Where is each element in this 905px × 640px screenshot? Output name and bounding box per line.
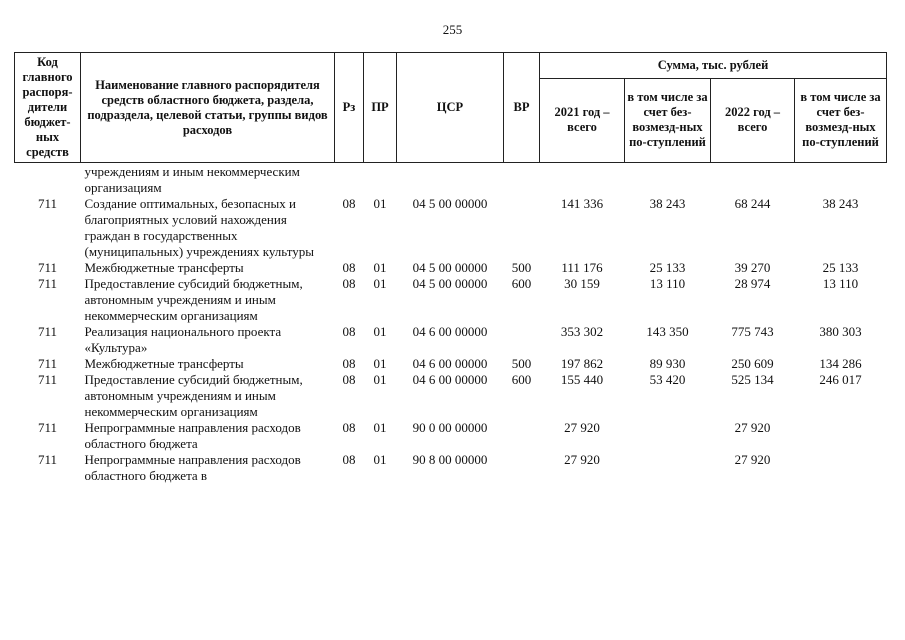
row-pr: 01 bbox=[373, 420, 387, 435]
row-name: Непрограммные направления расходов областного бюджета в bbox=[84, 452, 301, 483]
row-code: 711 bbox=[37, 260, 58, 275]
header-2021-free: в том числе за счет без-возмезд-ных по-ступлений bbox=[625, 78, 711, 162]
row-csr: 04 6 00 00000 bbox=[412, 372, 488, 387]
row-2021-free bbox=[625, 420, 711, 452]
row-2022-total: 27 920 bbox=[734, 452, 771, 467]
row-rz bbox=[335, 163, 364, 197]
row-vr bbox=[504, 196, 540, 260]
row-pr: 01 bbox=[373, 452, 387, 467]
row-vr: 600 bbox=[511, 372, 532, 387]
table-row bbox=[15, 372, 887, 420]
table-row bbox=[15, 324, 887, 356]
row-code: 711 bbox=[37, 420, 58, 435]
row-2022-free bbox=[795, 163, 887, 197]
row-pr: 01 bbox=[373, 276, 387, 291]
row-csr: 90 0 00 00000 bbox=[412, 420, 488, 435]
row-code: 711 bbox=[37, 452, 58, 467]
row-pr: 01 bbox=[373, 372, 387, 387]
row-2022-free: 38 243 bbox=[822, 196, 859, 211]
row-2021-free: 25 133 bbox=[649, 260, 686, 275]
row-pr: 01 bbox=[373, 356, 387, 371]
row-2021-total: 27 920 bbox=[564, 420, 600, 435]
row-2021-total: 30 159 bbox=[564, 276, 600, 291]
row-rz: 08 bbox=[342, 356, 356, 371]
row-rz: 08 bbox=[342, 196, 356, 211]
header-code: Код главного распоря-дители бюджет-ных средств bbox=[15, 53, 81, 163]
row-2021-total bbox=[540, 163, 625, 197]
row-rz: 08 bbox=[342, 372, 356, 387]
row-name: Предоставление субсидий бюджетным, автономным учреждениям и иным некоммерческим организациям bbox=[84, 372, 303, 419]
row-name: Непрограммные направления расходов областного бюджета bbox=[84, 420, 301, 451]
row-name: Реализация национального проекта «Культура» bbox=[84, 324, 282, 355]
row-2022-free: 25 133 bbox=[822, 260, 859, 275]
row-2022-total: 39 270 bbox=[734, 260, 771, 275]
header-sum-group: Сумма, тыс. рублей bbox=[540, 53, 887, 79]
row-csr bbox=[397, 163, 504, 197]
row-2021-free: 13 110 bbox=[649, 276, 686, 291]
row-rz: 08 bbox=[342, 260, 356, 275]
row-csr: 04 5 00 00000 bbox=[412, 196, 488, 211]
table-header bbox=[15, 53, 887, 163]
row-rz: 08 bbox=[342, 420, 356, 435]
table-row bbox=[15, 420, 887, 452]
row-2022-total: 68 244 bbox=[734, 196, 771, 211]
row-code: 711 bbox=[37, 196, 58, 211]
row-pr bbox=[364, 163, 397, 197]
row-2022-free: 246 017 bbox=[819, 372, 862, 387]
row-name: Создание оптимальных, безопасных и благоприятных условий нахождения граждан в государственных (муниципальных) учреждениях культуры bbox=[84, 196, 314, 259]
row-2021-free: 143 350 bbox=[646, 324, 689, 339]
header-2022-free: в том числе за счет без-возмезд-ных по-ступлений bbox=[795, 78, 887, 162]
row-name: Межбюджетные трансферты bbox=[84, 260, 244, 275]
row-2022-total bbox=[711, 163, 795, 197]
row-vr: 500 bbox=[511, 356, 532, 371]
page-number: 255 bbox=[442, 22, 463, 37]
table-row bbox=[15, 276, 887, 324]
row-vr bbox=[504, 163, 540, 197]
row-2021-total: 141 336 bbox=[560, 196, 604, 211]
row-2022-free: 380 303 bbox=[819, 324, 862, 339]
row-2022-free bbox=[795, 452, 887, 484]
row-csr: 04 6 00 00000 bbox=[412, 324, 488, 339]
row-2021-total: 27 920 bbox=[564, 452, 600, 467]
row-2022-total: 28 974 bbox=[734, 276, 771, 291]
row-name: Межбюджетные трансферты bbox=[84, 356, 244, 371]
row-2022-total: 250 609 bbox=[731, 356, 774, 371]
table-row bbox=[15, 452, 887, 484]
row-csr: 04 6 00 00000 bbox=[412, 356, 488, 371]
row-csr: 04 5 00 00000 bbox=[412, 276, 488, 291]
row-2022-free bbox=[795, 420, 887, 452]
row-vr bbox=[504, 420, 540, 452]
row-2022-free: 134 286 bbox=[819, 356, 862, 371]
row-vr bbox=[504, 324, 540, 356]
row-2021-free: 89 930 bbox=[649, 356, 686, 371]
header-2021-total: 2021 год – всего bbox=[540, 78, 625, 162]
row-2021-total: 155 440 bbox=[560, 372, 604, 387]
row-2021-total: 111 176 bbox=[561, 260, 603, 275]
row-2021-free: 38 243 bbox=[649, 196, 686, 211]
table-row bbox=[15, 163, 887, 197]
row-2021-free bbox=[625, 163, 711, 197]
row-vr: 500 bbox=[511, 260, 532, 275]
row-rz: 08 bbox=[342, 452, 356, 467]
row-2021-free: 53 420 bbox=[649, 372, 686, 387]
table-row bbox=[15, 196, 887, 260]
row-csr: 04 5 00 00000 bbox=[412, 260, 488, 275]
table-body bbox=[15, 163, 887, 485]
row-pr: 01 bbox=[373, 196, 387, 211]
row-code: 711 bbox=[37, 276, 58, 291]
row-vr: 600 bbox=[511, 276, 532, 291]
table-row bbox=[15, 260, 887, 276]
row-csr: 90 8 00 00000 bbox=[412, 452, 488, 467]
header-csr: ЦСР bbox=[397, 53, 504, 163]
row-code: 711 bbox=[37, 324, 58, 339]
row-code: 711 bbox=[37, 356, 58, 371]
row-name: учреждениям и иным некоммерческим организациям bbox=[84, 164, 300, 195]
row-vr bbox=[504, 452, 540, 484]
row-2022-total: 775 743 bbox=[731, 324, 774, 339]
row-2022-total: 525 134 bbox=[731, 372, 774, 387]
header-rz: Рз bbox=[335, 53, 364, 163]
row-2021-total: 353 302 bbox=[560, 324, 604, 339]
row-2021-free bbox=[625, 452, 711, 484]
row-pr: 01 bbox=[373, 324, 387, 339]
header-vr: ВР bbox=[504, 53, 540, 163]
row-code bbox=[15, 163, 81, 197]
row-2021-total: 197 862 bbox=[560, 356, 604, 371]
header-pr: ПР bbox=[364, 53, 397, 163]
header-name: Наименование главного распорядителя средств областного бюджета, раздела, подраздела, целевой статьи, группы видов расходов bbox=[81, 53, 335, 163]
row-2022-free: 13 110 bbox=[822, 276, 859, 291]
row-pr: 01 bbox=[373, 260, 387, 275]
row-2022-total: 27 920 bbox=[734, 420, 771, 435]
row-code: 711 bbox=[37, 372, 58, 387]
header-2022-total: 2022 год – всего bbox=[711, 78, 795, 162]
row-rz: 08 bbox=[342, 324, 356, 339]
row-name: Предоставление субсидий бюджетным, автономным учреждениям и иным некоммерческим организациям bbox=[84, 276, 303, 323]
table-row bbox=[15, 356, 887, 372]
row-rz: 08 bbox=[342, 276, 356, 291]
budget-table bbox=[14, 52, 887, 484]
